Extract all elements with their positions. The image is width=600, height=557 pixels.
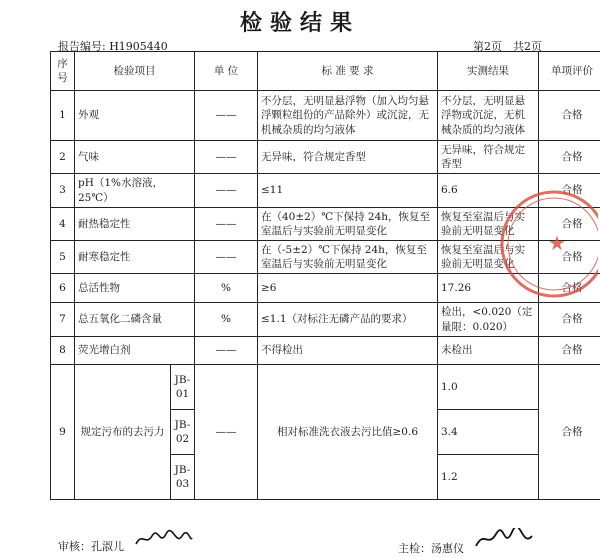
row-unit: % [195,274,258,303]
row-standard: ≤1.1（对标注无磷产品的要求） [258,303,438,336]
row-standard: 相对标准洗衣液去污比值≥0.6 [258,364,438,499]
row-standard: ≤11 [258,174,438,207]
reviewer-signature [134,534,194,555]
table-row [51,207,600,240]
table-row [51,91,600,141]
row-item: 总五氧化二磷含量 [75,303,195,336]
reviewer-label: 审核：孔淑儿 [58,540,124,553]
header-standard: 标 准 要 求 [258,52,438,91]
row-item: pH（1%水溶液，25℃） [75,174,195,207]
row-standard: 不得检出 [258,336,438,364]
inspector-line [398,528,536,557]
results-table [50,51,600,500]
row-evaluation: 合格 [539,364,600,499]
row-standard: 在（40±2）℃下保持 24h，恢复至室温后与实验前无明显变化 [258,207,438,240]
row-evaluation: 合格 [539,274,600,303]
table-row [51,364,600,409]
table-row [51,336,600,364]
header-unit: 单 位 [195,52,258,91]
row-no: 3 [51,174,75,207]
inspector-signature [474,536,536,557]
row-result: 恢复至室温后与实验前无明显变化 [438,207,539,240]
inspector-label: 主检：汤惠仪 [398,542,464,555]
table-row [51,141,600,174]
row-item: 荧光增白剂 [75,336,195,364]
row-unit: % [195,303,258,336]
row-no: 9 [51,364,75,499]
seal-star: ★ [548,231,566,255]
row-no: 4 [51,207,75,240]
row-item: 耐寒稳定性 [75,241,195,274]
row-no: 6 [51,274,75,303]
row-unit: —— [195,207,258,240]
row-item: 规定污布的去污力 [75,364,171,499]
row-no: 5 [51,241,75,274]
row-evaluation: 合格 [539,141,600,174]
row-result: 检出，<0.020（定量限：0.020） [438,303,539,336]
page-info: 第2页 共2页 [473,40,542,53]
row-unit: —— [195,336,258,364]
table-row [51,274,600,303]
table-header-row [51,52,600,91]
row-result: 1.0 [438,364,539,409]
row-unit: —— [195,174,258,207]
row-standard: ≥6 [258,274,438,303]
row-evaluation: 合格 [539,91,600,141]
row-unit: —— [195,141,258,174]
reviewer-line [58,528,194,555]
row-standard: 无异味，符合规定香型 [258,141,438,174]
page-title: 检验结果 [239,10,360,36]
row-result: 3.4 [438,409,539,454]
row-result: 无异味，符合规定香型 [438,141,539,174]
header-item: 检验项目 [75,52,195,91]
row-evaluation: 合格 [539,174,600,207]
row-result: 17.26 [438,274,539,303]
row-standard: 在（-5±2）℃下保持 24h，恢复至室温后与实验前无明显变化 [258,241,438,274]
row-result: 恢复至室温后与实验前无明显变化 [438,241,539,274]
row-no: 8 [51,336,75,364]
header-result: 实测结果 [438,52,539,91]
header-evaluation: 单项评价 [539,52,600,91]
row-item: 耐热稳定性 [75,207,195,240]
row-result: 6.6 [438,174,539,207]
header-no: 序号 [51,52,75,91]
row-item: 外观 [75,91,195,141]
row-item: 气味 [75,141,195,174]
row-unit: —— [195,241,258,274]
row-unit: —— [195,364,258,499]
row-standard: 不分层，无明显悬浮物（加入均匀悬浮颗粒组份的产品除外）或沉淀，无机械杂质的均匀液体 [258,91,438,141]
row-item: 总活性物 [75,274,195,303]
table-row [51,303,600,336]
sub-item-label: JB-01 [171,364,195,409]
report-number: 报告编号: H1905440 [58,40,168,53]
row-evaluation: 合格 [539,241,600,274]
row-result: 不分层，无明显悬浮物或沉淀，无机械杂质的均匀液体 [438,91,539,141]
row-unit: —— [195,91,258,141]
sub-item-label: JB-02 [171,409,195,454]
row-no: 2 [51,141,75,174]
sub-item-label: JB-03 [171,454,195,499]
row-evaluation: 合格 [539,336,600,364]
table-row [51,174,600,207]
row-result: 1.2 [438,454,539,499]
row-result: 未检出 [438,336,539,364]
row-evaluation: 合格 [539,303,600,336]
row-no: 7 [51,303,75,336]
row-no: 1 [51,91,75,141]
table-row [51,241,600,274]
row-evaluation: 合格 [539,207,600,240]
